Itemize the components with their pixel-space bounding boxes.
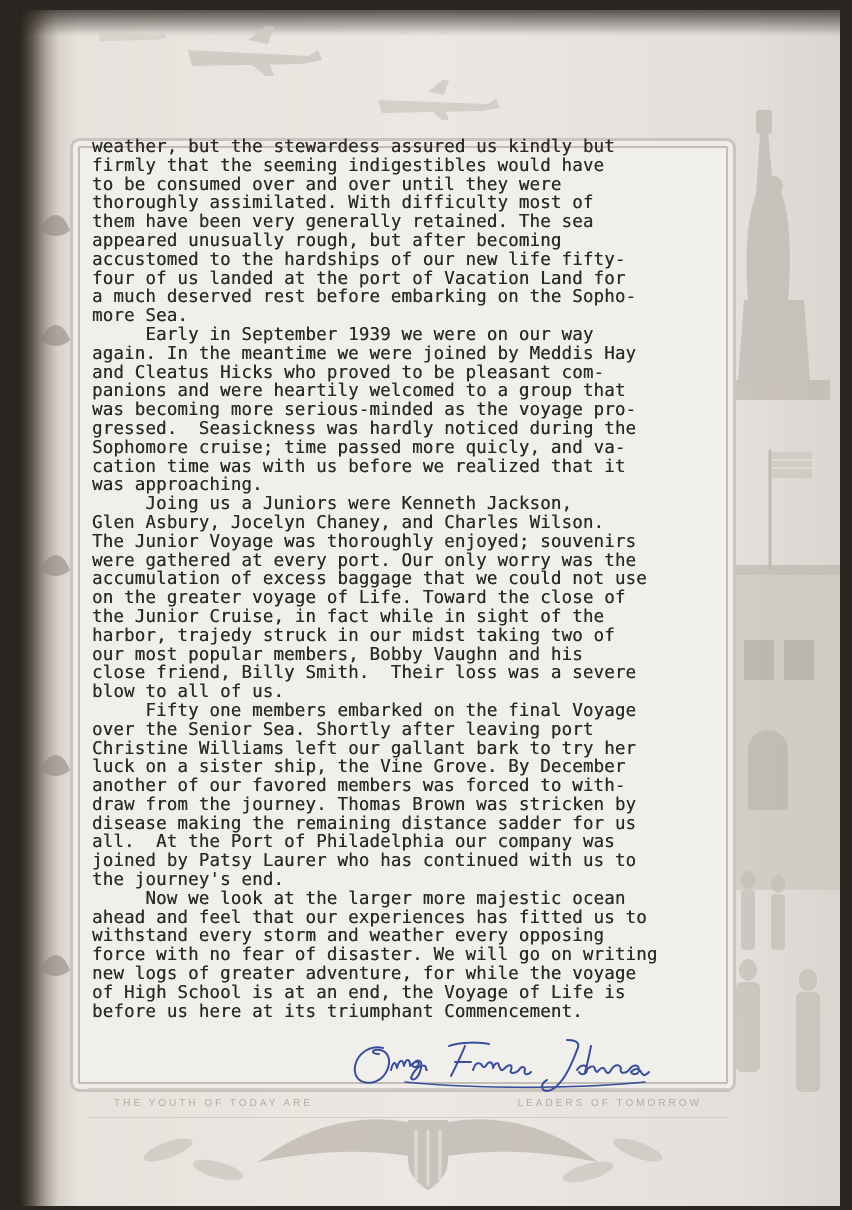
airplane-icon: [378, 80, 500, 120]
flag-icon: [770, 450, 812, 570]
airplane-icon: [98, 31, 167, 41]
statue-of-liberty-icon: [730, 110, 830, 400]
people-figures-icon: [736, 871, 820, 1092]
banner-left-text: THE YOUTH OF TODAY ARE: [114, 1097, 313, 1109]
left-ornament-icon: [40, 215, 70, 976]
banner-right-text: LEADERS OF TOMORROW: [517, 1097, 702, 1109]
airplane-icon: [188, 26, 322, 76]
typed-class-history-text: weather, but the stewardess assured us kindly but firmly that the seeming indigestibles would have to be consumed over and over until they were thoroughly assimilated. With difficulty most of them have been very generally retained. The sea appeared unusually rough, but after becoming accustomed to the hardships of our new life fifty- four of us landed at the port of Vacation Land for a much deserved rest before embarking on the Sopho- more Sea. Early in September 1939 we were on our way again. In the meantime we were joined by Meddis Hay and Cleatus Hicks who proved to be pleasant com- panions and were heartily welcomed to a group that was becoming more serious-minded as the voyage pro- gressed. Seasickness was hardly noticed during the Sophomore cruise; time passed more quicly, and va- cation time was with us before we realized that it was approaching. Joing us a Juniors were Kenneth Jackson, Glen Asbury, Jocelyn Chaney, and Charles Wilson. The Junior Voyage was thoroughly enjoyed; souvenirs were gathered at every port. Our only worry was the accumulation of excess baggage that we could not use on the greater voyage of Life. Toward the close of the Junior Cruise, in fact while in sight of the harbor, trajedy struck in our midst taking two of our most popular members, Bobby Vaughn and his close friend, Billy Smith. Their loss was a severe blow to all of us. Fifty one members embarked on the final Voyage over the Senior Sea. Shortly after leaving port Christine Williams left our gallant bark to try her luck on a sister ship, the Vine Grove. By December another of our favored members was forced to with- draw from the journey. Thomas Brown was stricken by disease making the remaining distance sadder for us all. At the Port of Philadelphia our company was joined by Patsy Laurer who has continued with us to the journey's end. Now we look at the larger more majestic ocean ahead and feel that our experiences has fitted us to withstand every storm and weather every opposing force with no fear of disaster. We will go on writing new logs of greater adventure, for while the voyage of High School is at an end, the Voyage of Life is before us here at its triumphant Commencement.: [92, 137, 658, 1022]
handwritten-signature: [345, 1026, 705, 1096]
school-building-icon: [730, 565, 840, 890]
eagle-shield-icon: [258, 1119, 598, 1190]
